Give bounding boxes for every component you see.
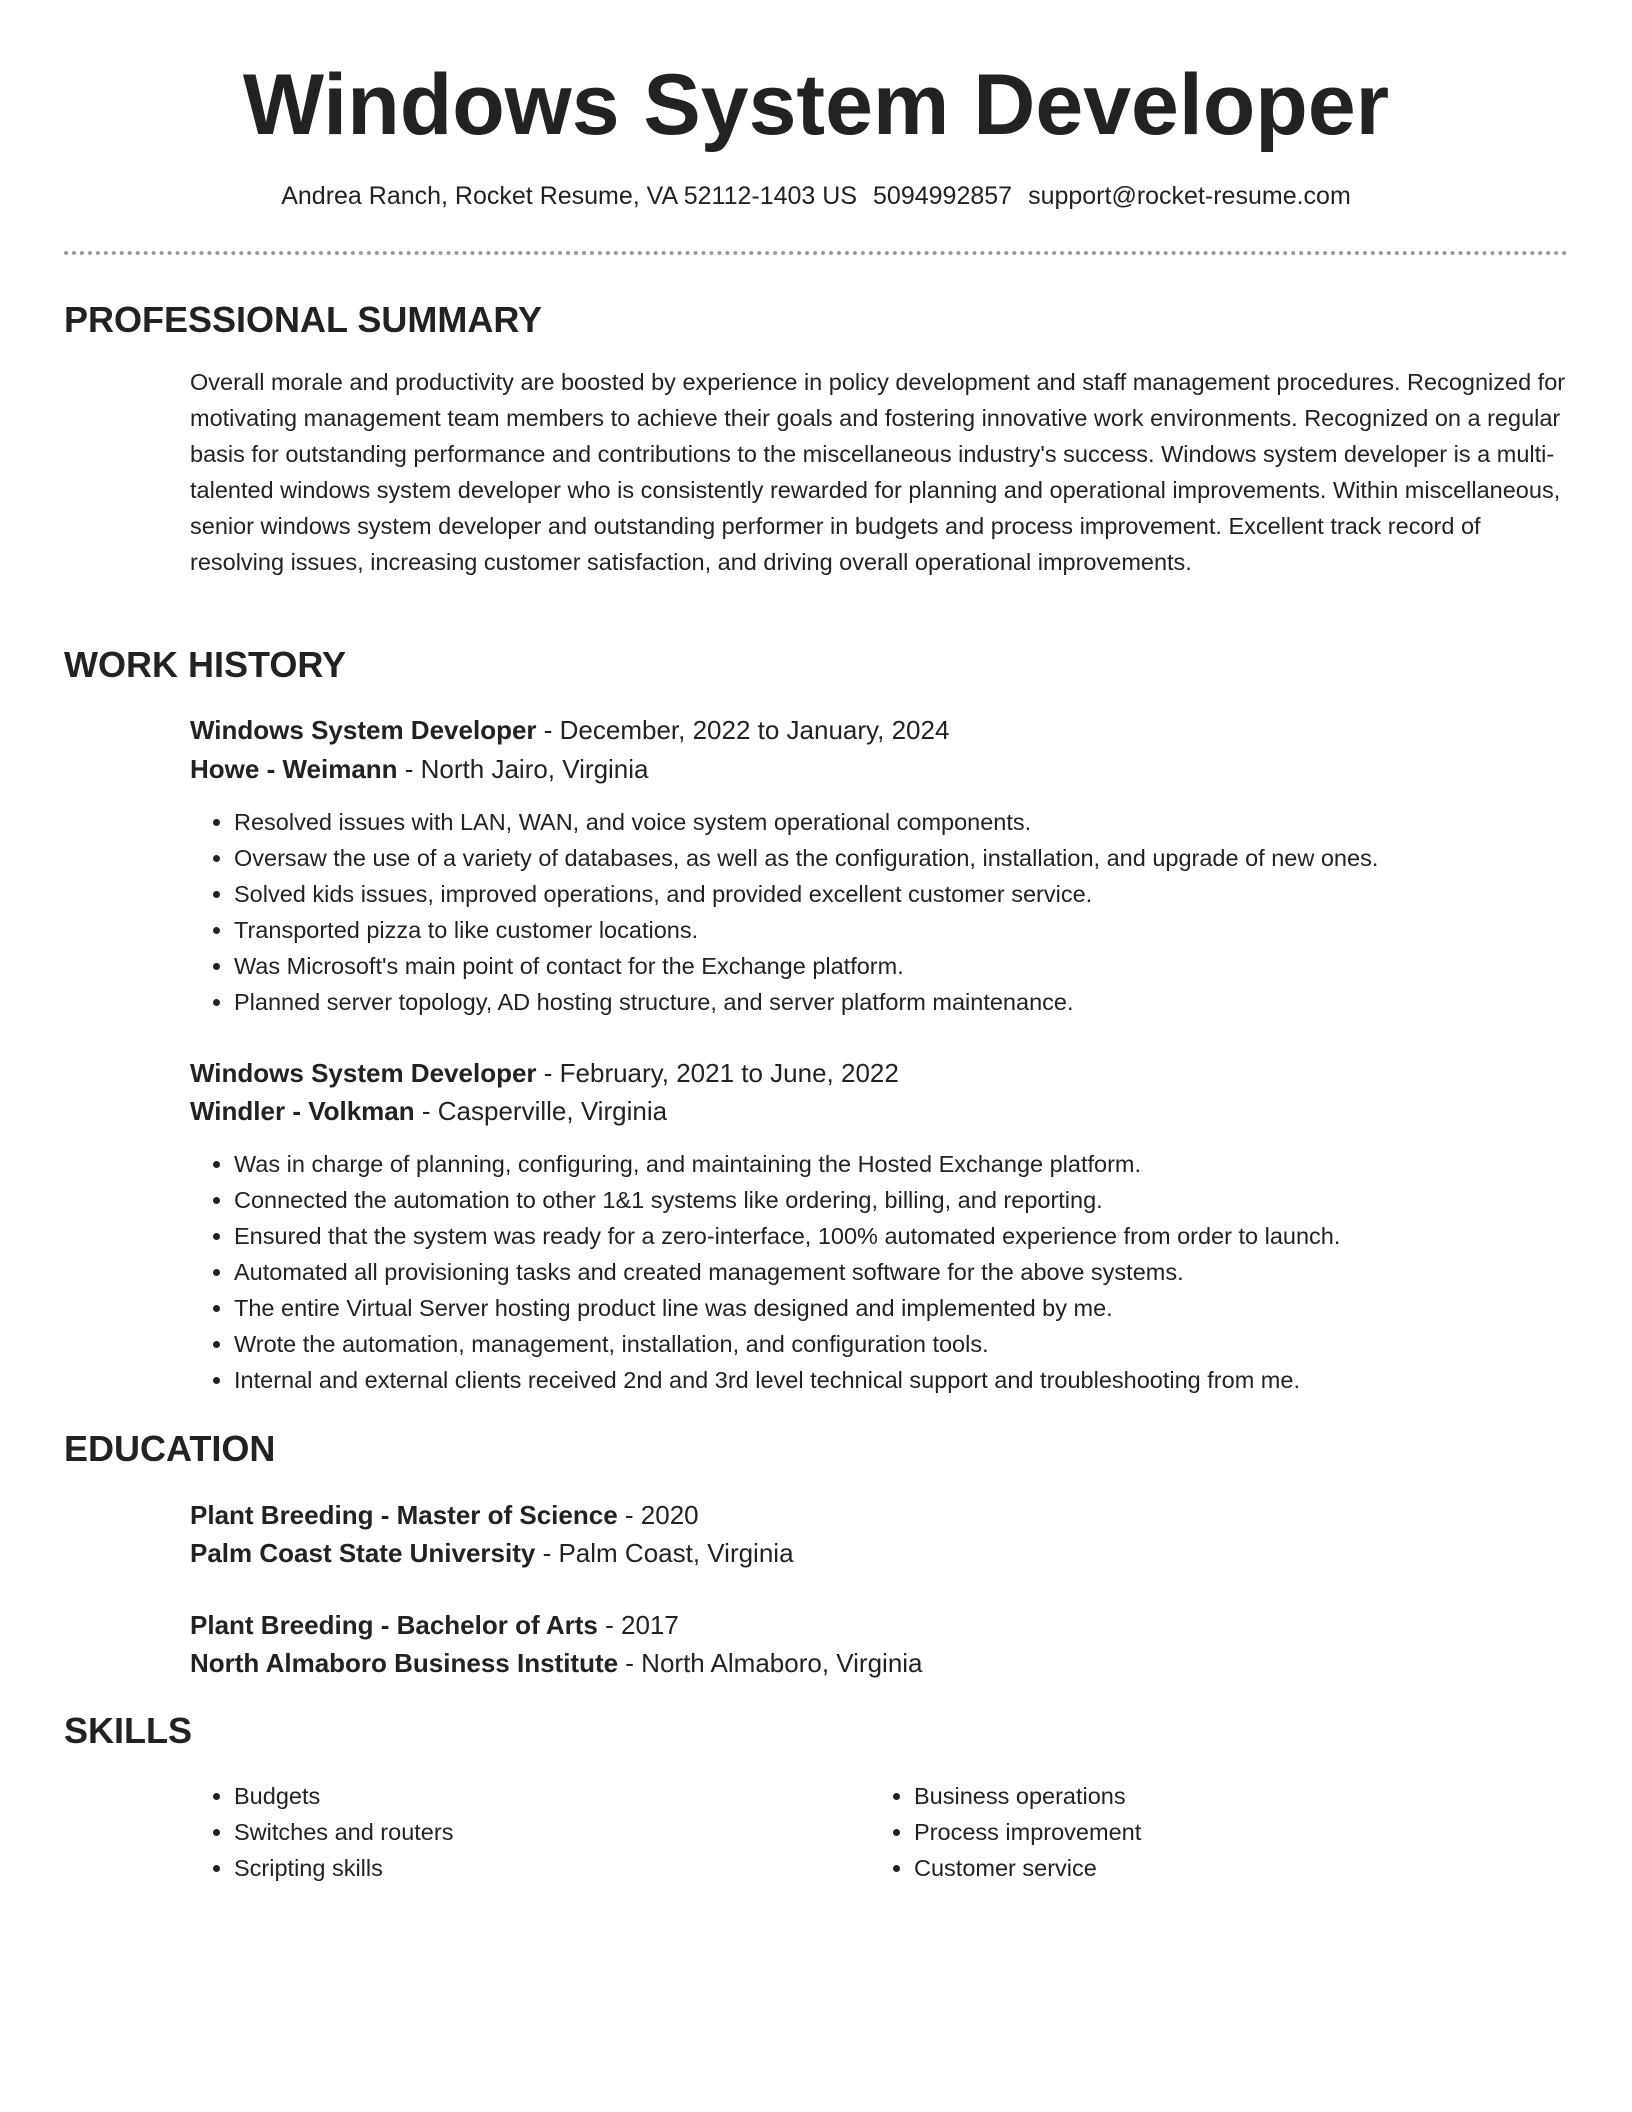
list-item: • Oversaw the use of a variety of databases, as well as the configuration, installation, and upgrade of new ones. [234,840,1614,876]
list-item: • Business operations [914,1778,1544,1814]
contact-address: Andrea Ranch, Rocket Resume, VA 52112-1403 US [281,182,858,210]
education-1-school-line [190,1535,794,1571]
list-item: • Scripting skills [234,1850,864,1886]
job-1-company: Howe - Weimann [190,754,398,784]
education-2-degree: Plant Breeding - Bachelor of Arts [190,1610,598,1640]
education-1-school: Palm Coast State University [190,1538,536,1568]
job-2-company: Windler - Volkman [190,1096,415,1126]
education-2-school-line [190,1645,923,1681]
list-item: • Solved kids issues, improved operations, and provided excellent customer service. [234,876,1614,912]
job-1-role: Windows System Developer [190,715,537,745]
list-item: • Internal and external clients received 2nd and 3rd level technical support and troubleshooting from me. [234,1362,1614,1398]
section-title-summary: PROFESSIONAL SUMMARY [64,299,543,340]
section-title-work-history: WORK HISTORY [64,644,347,685]
contact-line [0,178,1632,214]
list-item: • Wrote the automation, management, installation, and configuration tools. [234,1326,1614,1362]
list-item: • Switches and routers [234,1814,864,1850]
list-item: • Planned server topology, AD hosting structure, and server platform maintenance. [234,984,1614,1020]
list-item: • Resolved issues with LAN, WAN, and voice system operational components. [234,804,1614,840]
job-1-company-line [190,751,649,787]
header-divider [64,251,1568,255]
education-2-degree-line [190,1607,679,1643]
list-item: • Was Microsoft's main point of contact for the Exchange platform. [234,948,1614,984]
contact-email: support@rocket-resume.com [1028,182,1351,210]
skills-list-left [190,1778,864,1886]
job-2-bullets [190,1146,1614,1398]
list-item: • Customer service [914,1850,1544,1886]
resume-name: Windows System Developer [242,57,1390,153]
job-2-location: - Casperville, Virginia [414,1096,668,1126]
summary-text: Overall morale and productivity are boosted by experience in policy development and staff management procedures. Recognized for motivating management team members to achieve their goals and fostering innovative work environments. Recognized on a regular basis for outstanding performance and contributions to the miscellaneous industry's success. Windows system developer is a multi-talented windows system developer who is consistently rewarded for planning and operational improvements. Within miscellaneous, senior windows system developer and outstanding performer in budgets and process improvement. Excellent track record of resolving issues, increasing customer satisfaction, and driving overall operational improvements. [190,369,1566,575]
section-title-skills: SKILLS [64,1710,193,1751]
job-2-dates: - February, 2021 to June, 2022 [536,1058,899,1088]
education-2-school: North Almaboro Business Institute [190,1648,619,1678]
list-item: • Process improvement [914,1814,1544,1850]
contact-phone: 5094992857 [873,182,1013,210]
job-1-location: - North Jairo, Virginia [397,754,649,784]
education-1-degree-line [190,1497,699,1533]
education-2-location: - North Almaboro, Virginia [618,1648,923,1678]
list-item: • Automated all provisioning tasks and created management software for the above systems. [234,1254,1614,1290]
list-item: • Connected the automation to other 1&1 systems like ordering, billing, and reporting. [234,1182,1614,1218]
list-item: • The entire Virtual Server hosting product line was designed and implemented by me. [234,1290,1614,1326]
list-item: • Budgets [234,1778,864,1814]
list-item: • Was in charge of planning, configuring, and maintaining the Hosted Exchange platform. [234,1146,1614,1182]
job-1-bullets [190,804,1614,1020]
education-1-degree: Plant Breeding - Master of Science [190,1500,618,1530]
job-1-dates: - December, 2022 to January, 2024 [536,715,950,745]
education-2-year: - 2017 [597,1610,679,1640]
job-2-title-line [190,1055,899,1091]
section-title-education: EDUCATION [64,1428,276,1469]
skills-list-right [870,1778,1544,1886]
list-item: • Transported pizza to like customer locations. [234,912,1614,948]
job-1-title-line [190,712,949,748]
list-item: • Ensured that the system was ready for a zero-interface, 100% automated experience from order to launch. [234,1218,1614,1254]
education-1-location: - Palm Coast, Virginia [535,1538,794,1568]
job-2-company-line [190,1093,667,1129]
education-1-year: - 2020 [617,1500,699,1530]
job-2-role: Windows System Developer [190,1058,537,1088]
